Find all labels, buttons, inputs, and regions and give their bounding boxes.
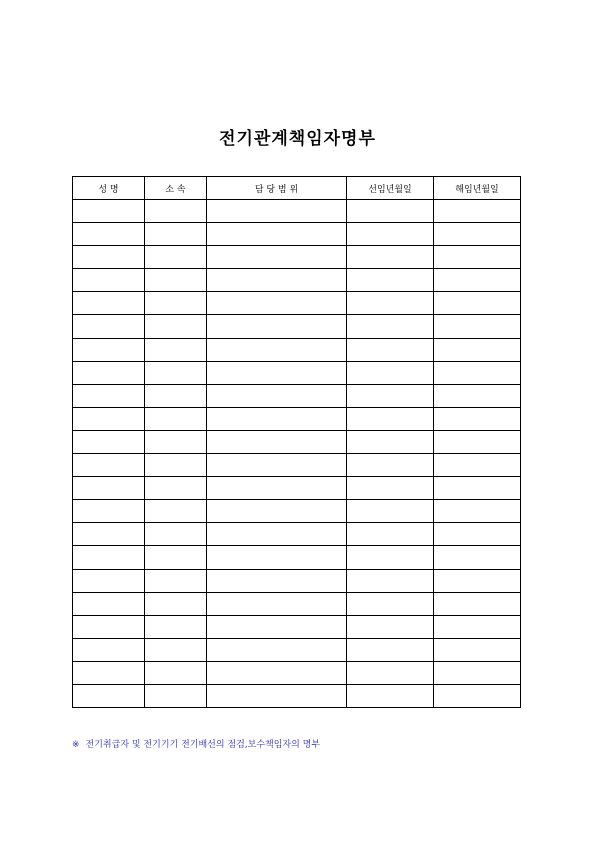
cell-appointment-date bbox=[347, 592, 434, 615]
table-row bbox=[73, 246, 521, 269]
cell-appointment-date bbox=[347, 454, 434, 477]
table-row bbox=[73, 430, 521, 453]
cell-scope-of-duty bbox=[207, 430, 347, 453]
cell-appointment-date bbox=[347, 269, 434, 292]
table-row bbox=[73, 546, 521, 569]
cell-dismissal-date bbox=[434, 361, 521, 384]
cell-affiliation bbox=[145, 384, 207, 407]
cell-scope-of-duty bbox=[207, 200, 347, 223]
cell-name bbox=[73, 638, 145, 661]
cell-dismissal-date bbox=[434, 269, 521, 292]
cell-dismissal-date bbox=[434, 223, 521, 246]
cell-affiliation bbox=[145, 615, 207, 638]
table-row bbox=[73, 454, 521, 477]
cell-affiliation bbox=[145, 361, 207, 384]
header-scope-of-duty: 담 당 범 위 bbox=[207, 177, 347, 200]
cell-affiliation bbox=[145, 638, 207, 661]
cell-affiliation bbox=[145, 338, 207, 361]
cell-appointment-date bbox=[347, 523, 434, 546]
table-row bbox=[73, 523, 521, 546]
cell-scope-of-duty bbox=[207, 592, 347, 615]
cell-affiliation bbox=[145, 292, 207, 315]
cell-name bbox=[73, 430, 145, 453]
cell-dismissal-date bbox=[434, 569, 521, 592]
cell-name bbox=[73, 315, 145, 338]
table-row bbox=[73, 407, 521, 430]
cell-appointment-date bbox=[347, 500, 434, 523]
document-title: 전기관계책임자명부 bbox=[219, 129, 376, 149]
cell-affiliation bbox=[145, 477, 207, 500]
cell-name bbox=[73, 246, 145, 269]
cell-dismissal-date bbox=[434, 200, 521, 223]
cell-scope-of-duty bbox=[207, 638, 347, 661]
table-row bbox=[73, 477, 521, 500]
cell-name bbox=[73, 200, 145, 223]
cell-appointment-date bbox=[347, 546, 434, 569]
table-row bbox=[73, 615, 521, 638]
cell-appointment-date bbox=[347, 684, 434, 707]
cell-name bbox=[73, 546, 145, 569]
table-row bbox=[73, 661, 521, 684]
footnote-text: 전기취급자 및 전기기기 전기배선의 점검,보수책임자의 명부 bbox=[85, 740, 321, 750]
cell-name bbox=[73, 592, 145, 615]
cell-appointment-date bbox=[347, 223, 434, 246]
table-body bbox=[73, 200, 521, 708]
cell-name bbox=[73, 454, 145, 477]
cell-scope-of-duty bbox=[207, 523, 347, 546]
cell-name bbox=[73, 384, 145, 407]
cell-dismissal-date bbox=[434, 407, 521, 430]
table-row bbox=[73, 384, 521, 407]
cell-name bbox=[73, 361, 145, 384]
cell-name bbox=[73, 615, 145, 638]
cell-scope-of-duty bbox=[207, 384, 347, 407]
cell-dismissal-date bbox=[434, 661, 521, 684]
cell-dismissal-date bbox=[434, 500, 521, 523]
cell-affiliation bbox=[145, 315, 207, 338]
cell-name bbox=[73, 407, 145, 430]
table-row bbox=[73, 569, 521, 592]
cell-affiliation bbox=[145, 223, 207, 246]
cell-appointment-date bbox=[347, 407, 434, 430]
table-row bbox=[73, 292, 521, 315]
cell-dismissal-date bbox=[434, 454, 521, 477]
cell-scope-of-duty bbox=[207, 361, 347, 384]
cell-dismissal-date bbox=[434, 315, 521, 338]
cell-affiliation bbox=[145, 430, 207, 453]
cell-affiliation bbox=[145, 592, 207, 615]
cell-name bbox=[73, 661, 145, 684]
table-row bbox=[73, 361, 521, 384]
cell-scope-of-duty bbox=[207, 223, 347, 246]
cell-appointment-date bbox=[347, 569, 434, 592]
cell-appointment-date bbox=[347, 661, 434, 684]
cell-dismissal-date bbox=[434, 384, 521, 407]
header-dismissal-date: 해임년월일 bbox=[434, 177, 521, 200]
table-row bbox=[73, 338, 521, 361]
cell-appointment-date bbox=[347, 615, 434, 638]
cell-affiliation bbox=[145, 523, 207, 546]
cell-appointment-date bbox=[347, 384, 434, 407]
cell-name bbox=[73, 269, 145, 292]
cell-scope-of-duty bbox=[207, 292, 347, 315]
cell-affiliation bbox=[145, 200, 207, 223]
cell-affiliation bbox=[145, 269, 207, 292]
header-affiliation: 소 속 bbox=[145, 177, 207, 200]
footnote bbox=[72, 739, 320, 751]
cell-appointment-date bbox=[347, 200, 434, 223]
cell-scope-of-duty bbox=[207, 338, 347, 361]
cell-name bbox=[73, 523, 145, 546]
cell-dismissal-date bbox=[434, 523, 521, 546]
reference-mark: ※ bbox=[72, 740, 80, 750]
cell-affiliation bbox=[145, 500, 207, 523]
cell-dismissal-date bbox=[434, 684, 521, 707]
cell-scope-of-duty bbox=[207, 661, 347, 684]
cell-appointment-date bbox=[347, 315, 434, 338]
cell-affiliation bbox=[145, 454, 207, 477]
cell-scope-of-duty bbox=[207, 407, 347, 430]
cell-affiliation bbox=[145, 407, 207, 430]
cell-dismissal-date bbox=[434, 638, 521, 661]
cell-dismissal-date bbox=[434, 546, 521, 569]
cell-scope-of-duty bbox=[207, 546, 347, 569]
table-row bbox=[73, 315, 521, 338]
cell-affiliation bbox=[145, 661, 207, 684]
table-row bbox=[73, 684, 521, 707]
cell-scope-of-duty bbox=[207, 500, 347, 523]
personnel-roster-table bbox=[72, 176, 521, 708]
cell-appointment-date bbox=[347, 477, 434, 500]
cell-appointment-date bbox=[347, 638, 434, 661]
cell-name bbox=[73, 223, 145, 246]
cell-scope-of-duty bbox=[207, 615, 347, 638]
cell-dismissal-date bbox=[434, 592, 521, 615]
table-row bbox=[73, 638, 521, 661]
cell-name bbox=[73, 500, 145, 523]
cell-appointment-date bbox=[347, 338, 434, 361]
table-row bbox=[73, 223, 521, 246]
table-row bbox=[73, 200, 521, 223]
header-name: 성 명 bbox=[73, 177, 145, 200]
cell-affiliation bbox=[145, 546, 207, 569]
cell-appointment-date bbox=[347, 246, 434, 269]
cell-dismissal-date bbox=[434, 292, 521, 315]
table-row bbox=[73, 592, 521, 615]
cell-name bbox=[73, 569, 145, 592]
cell-appointment-date bbox=[347, 292, 434, 315]
cell-scope-of-duty bbox=[207, 684, 347, 707]
table-row bbox=[73, 269, 521, 292]
cell-name bbox=[73, 292, 145, 315]
table-header-row bbox=[73, 177, 521, 200]
cell-affiliation bbox=[145, 569, 207, 592]
table-row bbox=[73, 500, 521, 523]
cell-dismissal-date bbox=[434, 246, 521, 269]
cell-dismissal-date bbox=[434, 615, 521, 638]
header-appointment-date: 선임년월일 bbox=[347, 177, 434, 200]
cell-appointment-date bbox=[347, 430, 434, 453]
cell-dismissal-date bbox=[434, 430, 521, 453]
cell-affiliation bbox=[145, 246, 207, 269]
cell-scope-of-duty bbox=[207, 269, 347, 292]
cell-scope-of-duty bbox=[207, 454, 347, 477]
cell-dismissal-date bbox=[434, 338, 521, 361]
cell-appointment-date bbox=[347, 361, 434, 384]
cell-scope-of-duty bbox=[207, 315, 347, 338]
cell-scope-of-duty bbox=[207, 477, 347, 500]
cell-scope-of-duty bbox=[207, 569, 347, 592]
cell-name bbox=[73, 338, 145, 361]
cell-affiliation bbox=[145, 684, 207, 707]
cell-scope-of-duty bbox=[207, 246, 347, 269]
cell-name bbox=[73, 684, 145, 707]
cell-dismissal-date bbox=[434, 477, 521, 500]
cell-name bbox=[73, 477, 145, 500]
